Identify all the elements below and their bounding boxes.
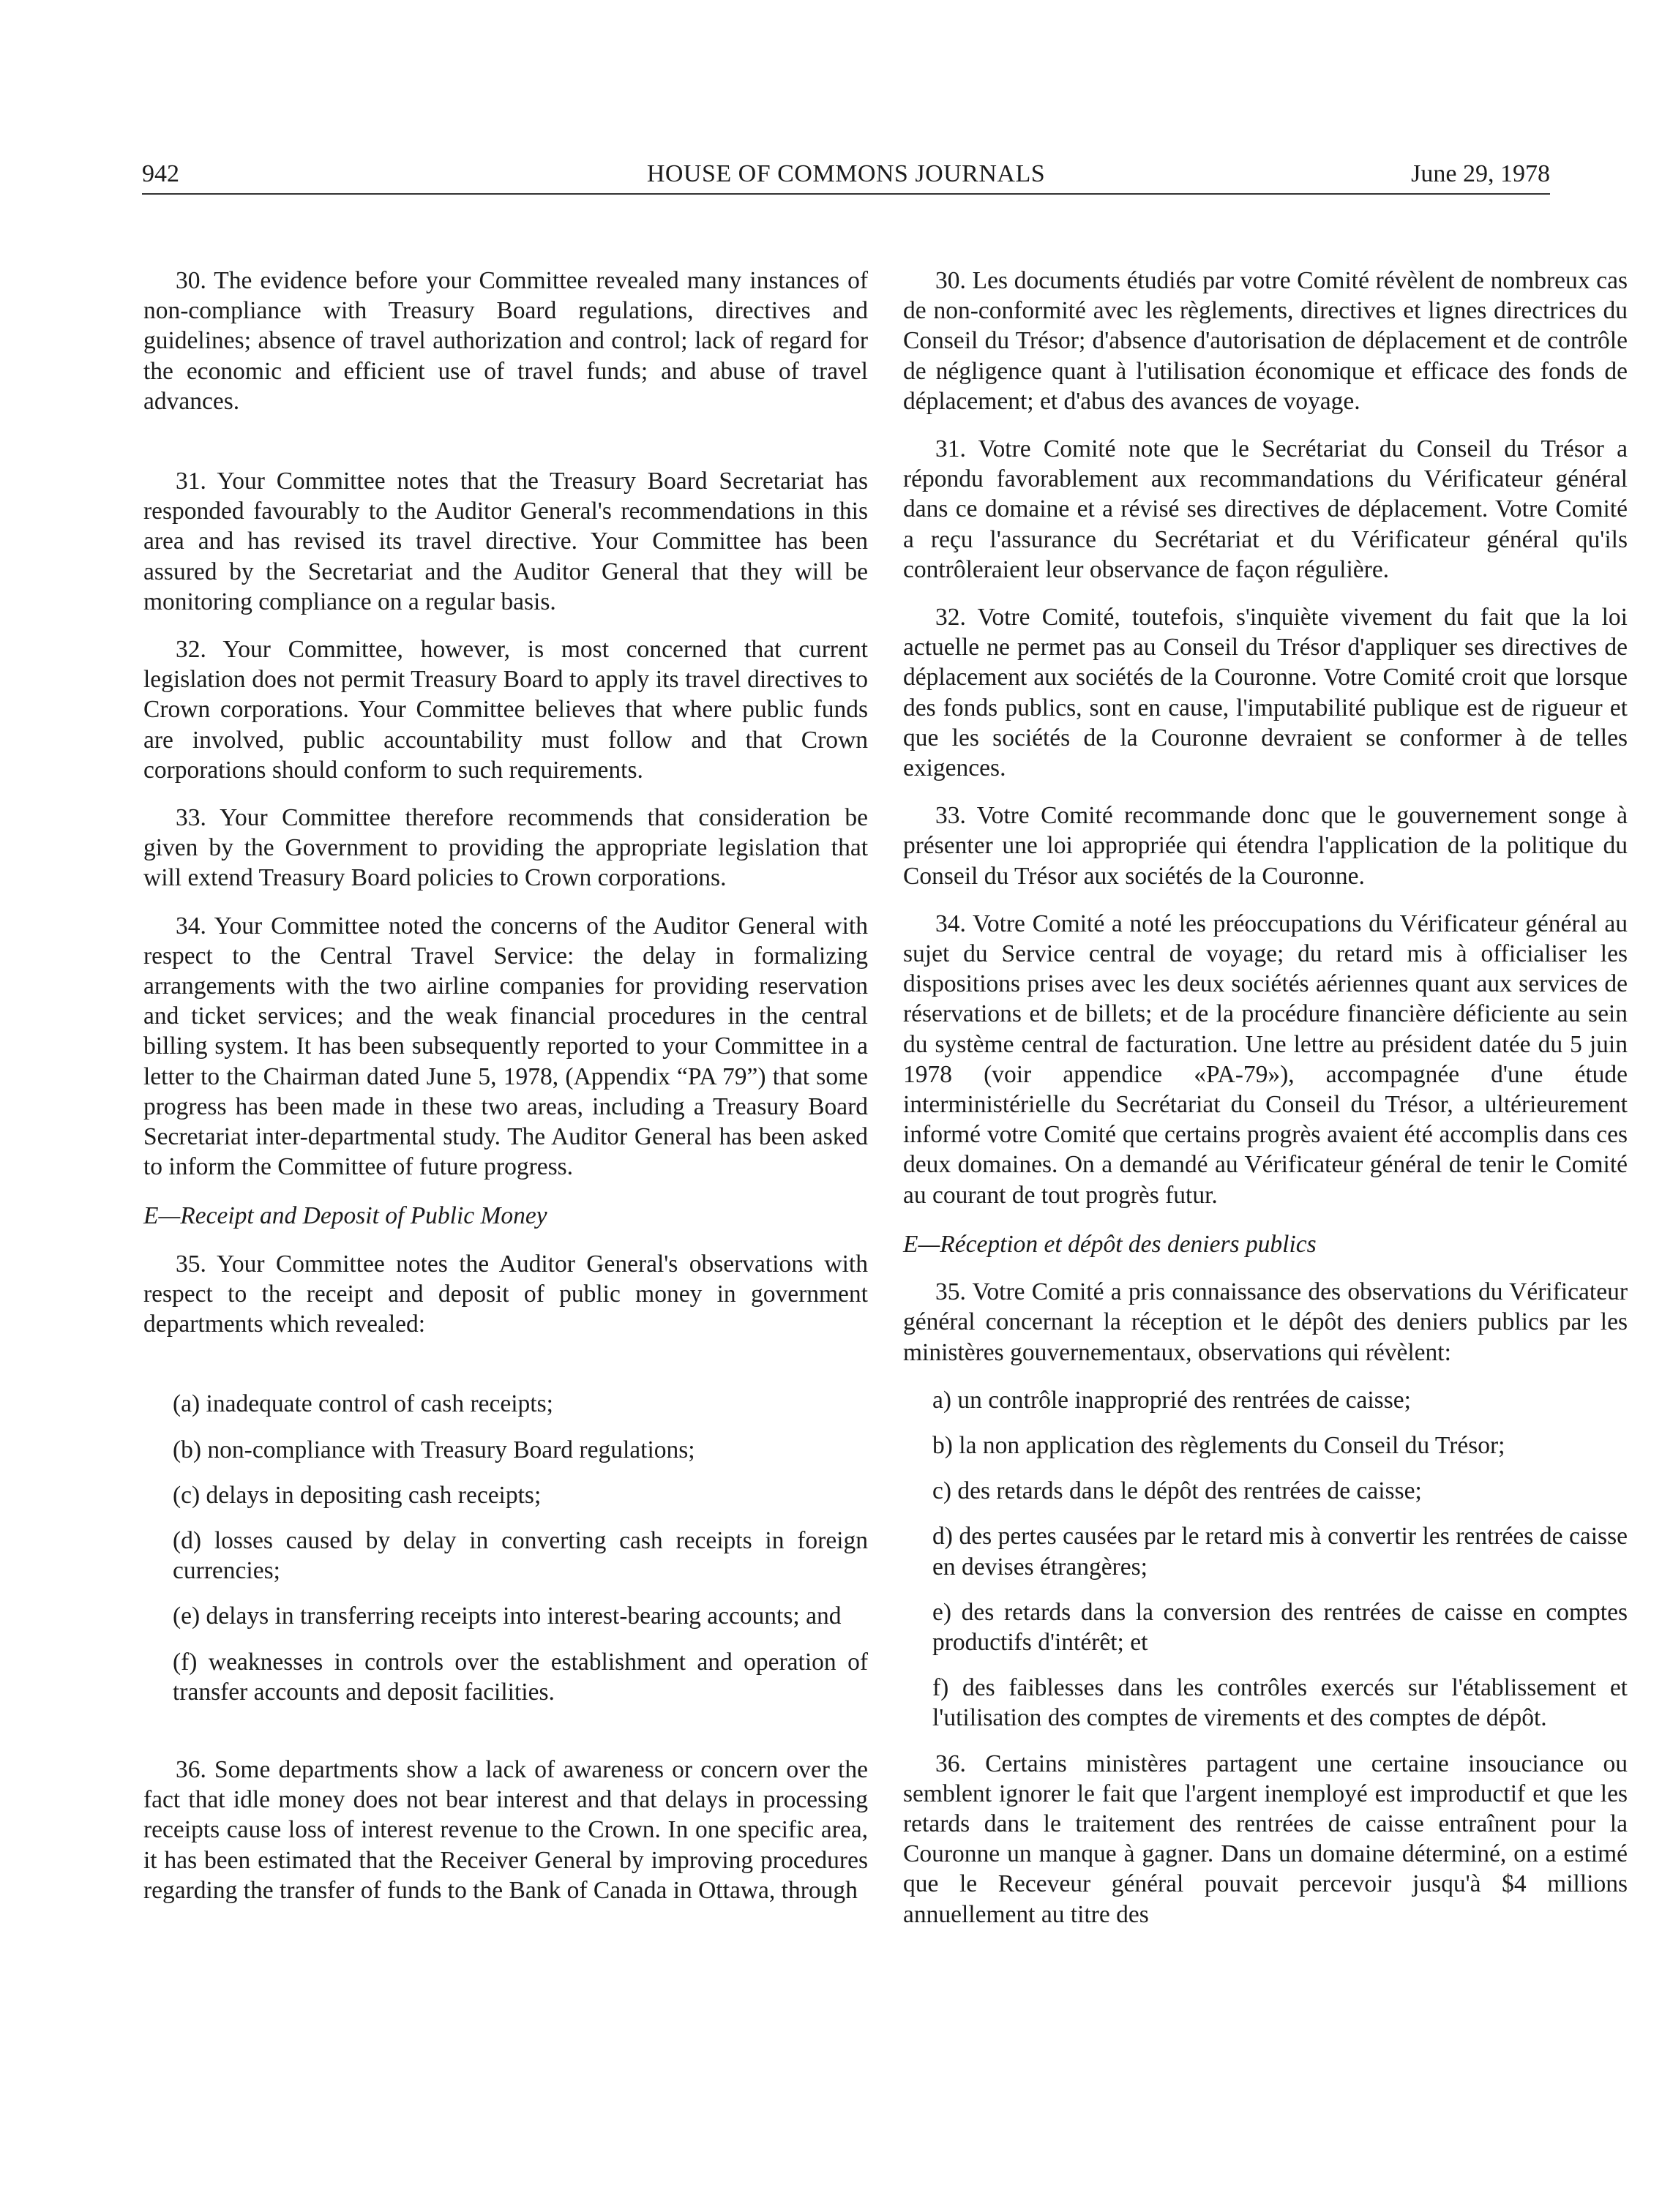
paragraph-36-fr: 36. Certains ministères partagent une certaine insouciance ou semblent ignorer le fait que l'argent inemployé est improductif et que les retards dans le traitement des rentrées de caisse entraînent pour la Couronne un manque à gagner. Dans un domaine déterminé, on a estimé que le Receveur général pouvait percevoir jusqu'à $4 millions annuellement au titre des — [903, 1750, 1628, 1928]
list-item-en-c: (c) delays in depositing cash receipts; — [173, 1481, 542, 1509]
paragraph-33-en: 33. Your Committee therefore recommends that consideration be given by the Government to providing the appropriate legislation that will extend Treasury Board policies to Crown corporations. — [143, 804, 868, 892]
list-item-fr-d: d) des pertes causées par le retard mis à convertir les rentrées de caisse en devises étrangères; — [932, 1523, 1628, 1581]
list-item-fr-b: b) la non application des règlements du Conseil du Trésor; — [932, 1431, 1505, 1459]
paragraph-35-en: 35. Your Committee notes the Auditor General's observations with respect to the receipt and deposit of public money in government departments which revealed: — [143, 1250, 868, 1338]
paragraph-32-en: 32. Your Committee, however, is most concerned that current legislation does not permit Treasury Board to apply its travel directives to Crown corporations. Your Committee believes that where public funds are involved, public accountability must follow and that Crown corporations should conform to such requirements. — [143, 636, 868, 784]
paragraph-32-fr: 32. Votre Comité, toutefois, s'inquiète vivement du fait que la loi actuelle ne permet pas au Conseil du Trésor d'appliquer ses directives de déplacement aux sociétés de la Couronne. Votre Comité croit que lorsque des fonds publics, sont en cause, l'imputabilité publique est de rigueur et que les sociétés de la Couronne devraient se conformer à de telles exigences. — [903, 604, 1628, 782]
list-item-fr-c: c) des retards dans le dépôt des rentrées de caisse; — [932, 1477, 1422, 1505]
list-item-en-a: (a) inadequate control of cash receipts; — [173, 1390, 553, 1418]
spacer — [143, 434, 868, 466]
spacer — [143, 1357, 868, 1389]
paragraph-34-en: 34. Your Committee noted the concerns of the Auditor General with respect to the Central Travel Service: the delay in formalizing arrangements with the two airline companies for providing reservation and ticket services; and the weak financial procedures in the central billing system. It has been subsequently reported to your Committee in a letter to the Chairman dated June 5, 1978, (Appendix “PA 79”) that some progress has been made in these two areas, including a Treasury Board Secretariat inter-departmental study. The Auditor General has been asked to inform the Committee of future progress. — [143, 912, 868, 1181]
french-column — [903, 266, 1628, 1947]
paragraph-33-fr: 33. Votre Comité recommande donc que le gouvernement songe à présenter une loi appropriée qui étendra l'application de la politique du Conseil du Trésor aux sociétés de la Couronne. — [903, 802, 1628, 890]
journal-title: HOUSE OF COMMONS JOURNALS — [646, 160, 1046, 187]
section-heading-fr: E—Réception et dépôt des deniers publics — [903, 1230, 1317, 1258]
list-item-en-f: (f) weaknesses in controls over the establishment and operation of transfer accounts and deposit facilities. — [173, 1648, 868, 1706]
section-heading-en: E—Receipt and Deposit of Public Money — [143, 1202, 547, 1230]
list-item-fr-e: e) des retards dans la conversion des rentrées de caisse en comptes productifs d'intérêt; et — [932, 1598, 1628, 1656]
list-item-fr-a: a) un contrôle inapproprié des rentrées de caisse; — [932, 1386, 1411, 1414]
paragraph-34-fr: 34. Votre Comité a noté les préoccupations du Vérificateur général au sujet du Service central de voyage; du retard mis à officialiser les dispositions prises avec les deux sociétés aériennes quant aux services de réservations et de billets; et de la procédure financière déficiente au sein du système central de facturation. Une lettre au président datée du 5 juin 1978 (voir appendice «PA-79»), accompagnée d'une étude interministérielle du Secrétariat du Conseil du Trésor, a ultérieurement informé votre Comité que certains progrès avaient été accomplis dans ces deux domaines. On a demandé au Vérificateur général de tenir le Comité au courant de tout progrès futur. — [903, 910, 1628, 1209]
paragraph-30-en: 30. The evidence before your Committee revealed many instances of non-compliance with Treasury Board regulations, directives and guidelines; absence of travel authorization and control; lack of regard for the economic and efficient use of travel funds; and abuse of travel advances. — [143, 267, 868, 415]
paragraph-30-fr: 30. Les documents étudiés par votre Comité révèlent de nombreux cas de non-conformité avec les règlements, directives et lignes directrices du Conseil du Trésor; d'absence d'autorisation de déplacement et de contrôle de négligence quant à l'utilisation économique et efficace des fonds de déplacement; et d'abus des avances de voyage. — [903, 267, 1628, 415]
paragraph-36-en: 36. Some departments show a lack of awareness or concern over the fact that idle money does not bear interest and that delays in processing receipts cause loss of interest revenue to the Crown. In one specific area, it has been estimated that the Receiver General by improving procedures regarding the transfer of funds to the Bank of Canada in Ottawa, through — [143, 1755, 868, 1904]
list-item-fr-f: f) des faiblesses dans les contrôles exercés sur l'établissement et l'utilisation des comptes de virements et des comptes de dépôt. — [932, 1674, 1628, 1732]
list-item-en-d: (d) losses caused by delay in converting cash receipts in foreign currencies; — [173, 1526, 868, 1585]
english-column — [143, 266, 868, 1923]
list-item-en-b: (b) non-compliance with Treasury Board regulations; — [173, 1436, 695, 1463]
paragraph-35-fr: 35. Votre Comité a pris connaissance des observations du Vérificateur général concernant la réception et le dépôt des deniers publics par les ministères gouvernementaux, observations qui révèlent: — [903, 1278, 1628, 1366]
page-number: 942 — [142, 160, 179, 187]
paragraph-31-en: 31. Your Committee notes that the Treasury Board Secretariat has responded favourably to the Auditor General's recommendations in this area and has revised its travel directive. Your Committee has been assured by the Secretariat and the Auditor General that they will be monitoring compliance on a regular basis. — [143, 468, 868, 615]
list-item-en-e: (e) delays in transferring receipts into interest-bearing accounts; and — [173, 1602, 842, 1630]
journal-date: June 29, 1978 — [1411, 160, 1550, 187]
paragraph-31-fr: 31. Votre Comité note que le Secrétariat du Conseil du Trésor a répondu favorablement aux recommandations du Vérificateur général dans ce domaine et a révisé ses directives de déplacement. Votre Comité a reçu l'assurance du Secrétariat et du Vérificateur général qu'ils contrôleraient leur observance de façon régulière. — [903, 435, 1628, 583]
page-header — [142, 155, 1550, 195]
spacer — [143, 1722, 868, 1755]
